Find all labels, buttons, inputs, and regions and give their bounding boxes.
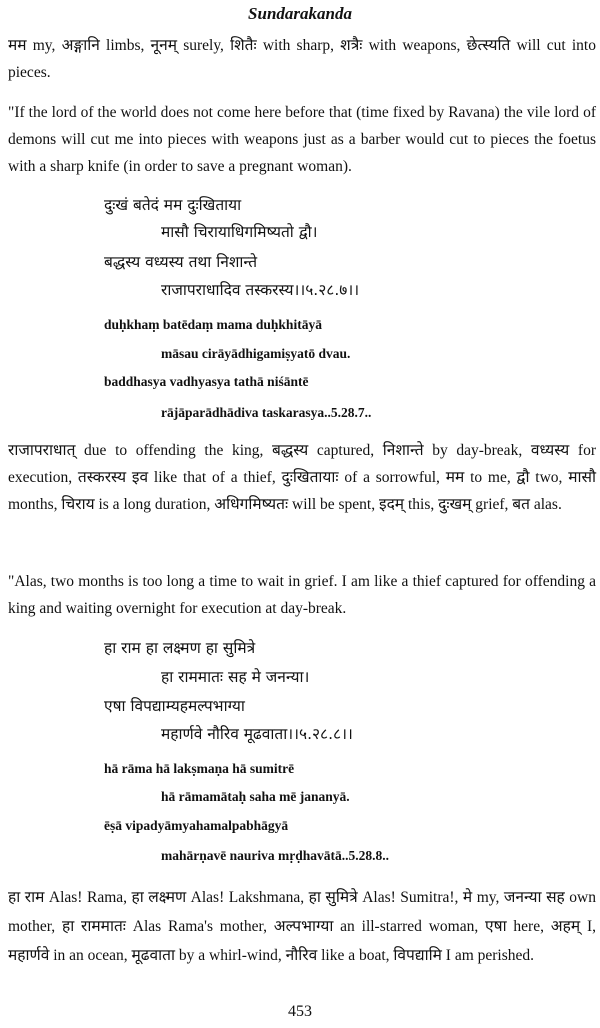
verse2-devanagari-line-1: हा राम हा लक्ष्मण हा सुमित्रे [104, 639, 256, 657]
paragraph-word-meanings-2: राजापराधात् due to offending the king, बद्धस्य captured, निशान्ते by day-break, वध्यस्य for execution, तस्करस्य इव like that of a thief, दुःखितायाः of a sorrowful, मम to me, द्वौ two, मासौ months, चिराय is a long duration, अधिगमिष्यतः will be spent, इदम् this, दुःखम् grief, बत alas. [8, 442, 596, 513]
verse2-transliteration-line-1: hā rāma hā lakṣmaṇa hā sumitrē [104, 761, 295, 776]
verse1-transliteration-line-3: baddhasya vadhyasya tathā niśāntē [104, 374, 309, 389]
verse1-devanagari-line-1: दुःखं बतेदं मम दुःखिताया [104, 196, 242, 214]
paragraph-translation-2: "Alas, two months is too long a time to wait in grief. I am like a thief captured for offending a king and waiting overnight for execution at day-break. [8, 573, 596, 617]
paragraph-word-meanings-1: मम my, अङ्गानि limbs, नूनम् surely, शितैः with sharp, शत्रैः with weapons, छेत्स्यति will cut into pieces. [8, 37, 596, 81]
verse1-devanagari-line-2: मासौ चिरायाधिगमिष्यतो द्वौ। [161, 223, 318, 241]
verse1-transliteration-line-4: rājāparādhādiva taskarasya..5.28.7.. [161, 405, 372, 420]
verse2-transliteration-line-4: mahārṇavē nauriva mṛḍhavātā..5.28.8.. [161, 848, 390, 863]
verse2-devanagari-line-4: महार्णवे नौरिव मूढवाता।।५.२८.८।। [161, 725, 353, 743]
verse1-transliteration-line-1: duḥkhaṃ batēdaṃ mama duḥkhitāyā [104, 317, 322, 332]
verse2-transliteration-line-2: hā rāmamātaḥ saha mē jananyā. [161, 789, 350, 804]
verse2-devanagari-line-3: एषा विपद्याम्यहमल्पभाग्या [104, 697, 245, 715]
running-header: Sundarakanda [248, 4, 352, 23]
paragraph-word-meanings-3: हा राम Alas! Rama, हा लक्ष्मण Alas! Lakshmana, हा सुमित्रे Alas! Sumitra!, मे my, जनन्या सह own mother, हा राममातः Alas Rama's mother, अल्पभाग्या an ill-starred woman, एषा here, अहम् I, महार्णवे in an ocean, मूढवाता by a whirl-wind, नौरिव like a boat, विपद्यामि I am perished. [8, 889, 596, 964]
page-number: 453 [288, 1003, 312, 1020]
paragraph-translation-1: "If the lord of the world does not come here before that (time fixed by Ravana) the vile lord of demons will cut me into pieces with weapons just as a barber would cut to pieces the foetus with a sharp knife (in order to save a pregnant woman). [8, 104, 596, 175]
verse1-devanagari-line-3: बद्धस्य वध्यस्य तथा निशान्ते [104, 253, 258, 271]
verse1-devanagari-line-4: राजापराधादिव तस्करस्य।।५.२८.७।। [161, 281, 360, 299]
verse2-devanagari-line-2: हा राममातः सह मे जनन्या। [161, 668, 310, 686]
verse2-transliteration-line-3: ēṣā vipadyāmyahamalpabhāgyā [104, 818, 289, 833]
verse1-transliteration-line-2: māsau cirāyādhigamiṣyatō dvau. [161, 346, 351, 361]
